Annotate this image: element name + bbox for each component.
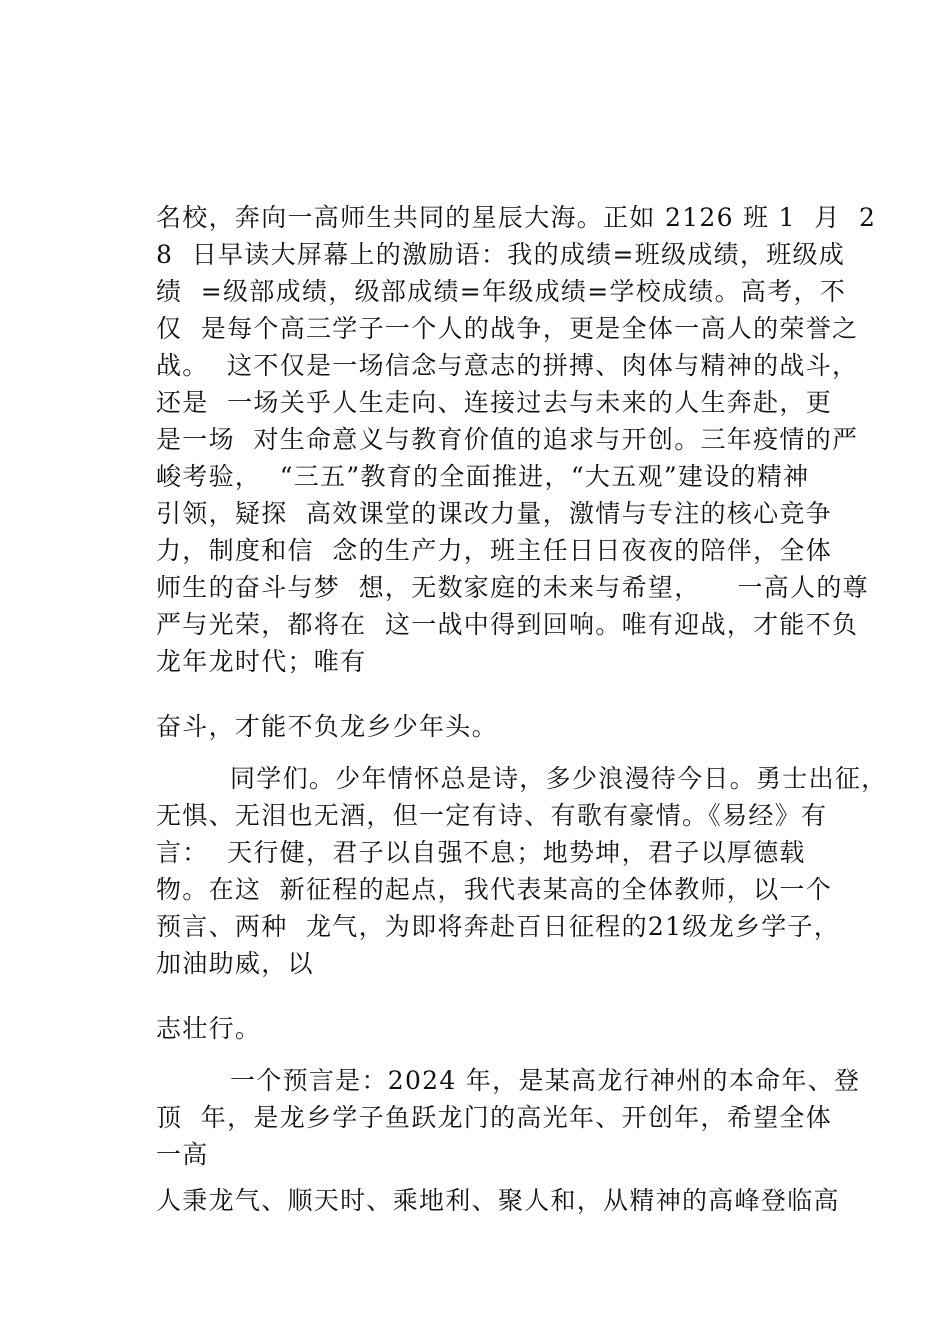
paragraph-line: 严与光荣，都将在 这一战中得到回响。唯有迎战，才能不负 — [156, 610, 859, 639]
paragraph-line: 名校，奔向一高师生共同的星辰大海。正如 2126 班 1 月 2 — [156, 203, 877, 232]
paragraph-line: 还是 一场关乎人生走向、连接过去与未来的人生奔赴，更 — [156, 388, 832, 417]
paragraph-line: 师生的奋斗与梦 想，无数家庭的未来与希望， 一高人的尊 — [156, 573, 869, 602]
paragraph-line: 仅 是每个高三学子一个人的战争，更是全体一高人的荣誉之 — [156, 314, 859, 343]
paragraph-line: 言： 天行健，君子以自强不息；地势坤，君子以厚德载 — [156, 838, 806, 867]
paragraph-line: 是一场 对生命意义与教育价值的追求与开创。三年疫情的严 — [156, 425, 859, 454]
paragraph-line: 一个预言是：2024 年，是某高龙行神州的本命年、登 — [156, 1066, 861, 1095]
paragraph-line: 预言、两种 龙气，为即将奔赴百日征程的21级龙乡学子， — [156, 912, 841, 941]
paragraph-line: 龙年龙时代；唯有 — [156, 647, 367, 676]
paragraph-line: 引领，疑探 高效课堂的课改力量，激情与专注的核心竞争 — [156, 499, 832, 528]
paragraph-line: 绩 =级部成绩，级部成绩=年级成绩=学校成绩。高考，不 — [156, 277, 847, 306]
paragraph-line: 一高 — [156, 1140, 209, 1169]
paragraph-line: 奋斗，才能不负龙乡少年头。 — [156, 712, 498, 741]
paragraph-line: 顶 年，是龙乡学子鱼跃龙门的高光年、开创年，希望全体 — [156, 1103, 832, 1132]
paragraph-line: 加油助威，以 — [156, 949, 314, 978]
paragraph-line: 同学们。少年情怀总是诗，多少浪漫待今日。勇士出征， — [156, 764, 888, 793]
paragraph-line: 无惧、无泪也无酒，但一定有诗、有歌有豪情。《易经》有 — [156, 801, 828, 830]
paragraph-line: 力，制度和信 念的生产力，班主任日日夜夜的陪伴，全体 — [156, 536, 832, 565]
paragraph-line: 志壮行。 — [156, 1014, 262, 1043]
paragraph-line: 人秉龙气、顺天时、乘地利、聚人和，从精神的高峰登临高 — [156, 1186, 840, 1215]
paragraph-line: 物。在这 新征程的起点，我代表某高的全体教师，以一个 — [156, 875, 832, 904]
paragraph-line: 战。 这不仅是一场信念与意志的拼搏、肉体与精神的战斗， — [156, 351, 859, 380]
paragraph-line: 8 日早读大屏幕上的激励语：我的成绩=班级成绩，班级成 — [156, 240, 846, 269]
paragraph-line: 峻考验， “三五”教育的全面推进，“大五观”建设的精神 — [156, 462, 810, 491]
